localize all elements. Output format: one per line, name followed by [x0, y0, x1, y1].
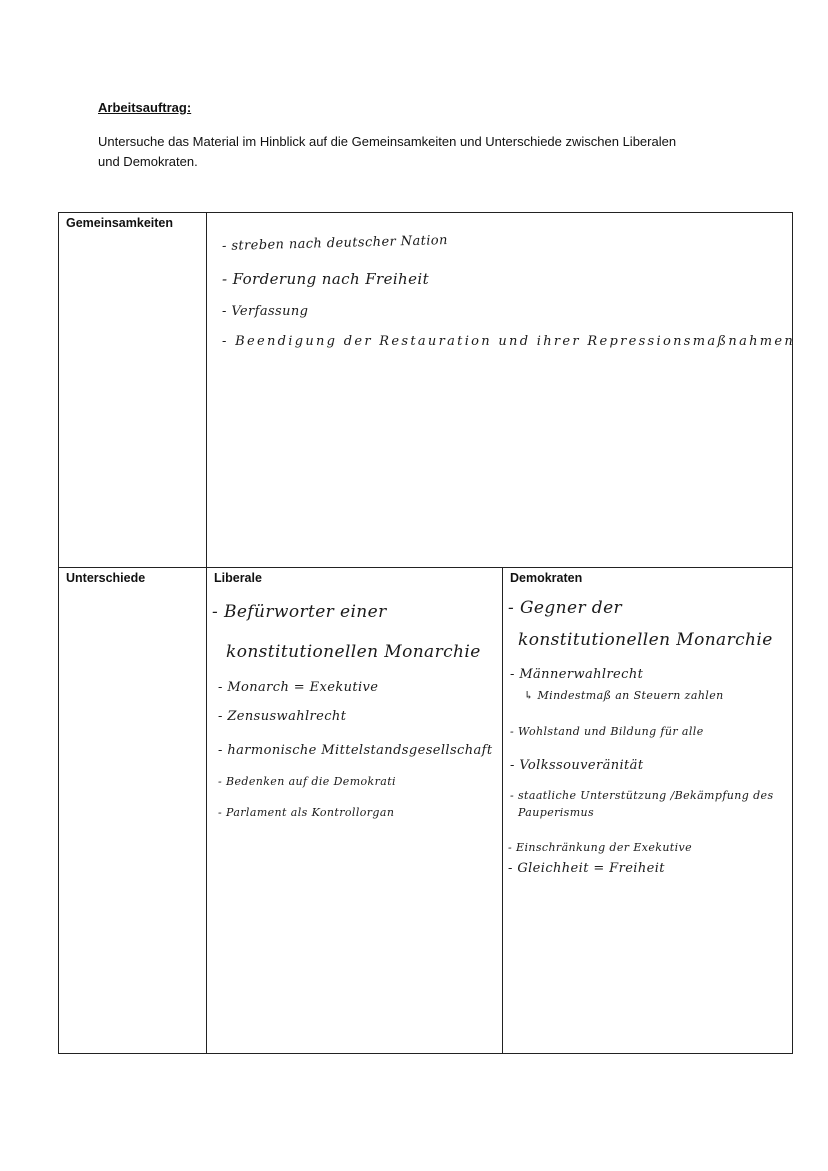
handwritten-note: - Bedenken auf die Demokrati: [218, 775, 396, 788]
column-header-liberale: Liberale: [214, 571, 262, 585]
handwritten-note: Pauperismus: [518, 806, 595, 819]
handwritten-note: - Verfassung: [222, 304, 309, 319]
handwritten-note: - Parlament als Kontrollorgan: [218, 806, 395, 819]
handwritten-note: - staatliche Unterstützung /Bekämpfung des: [510, 789, 774, 802]
table-divider-col2: [502, 567, 503, 1054]
handwritten-note: ↳ Mindestmaß an Steuern zahlen: [524, 689, 724, 702]
task-text-line: Untersuche das Material im Hinblick auf die Gemeinsamkeiten und Unterschiede zwischen Liberalen: [98, 134, 677, 149]
handwritten-note: - Befürworter einer: [212, 602, 387, 622]
handwritten-note: - harmonische Mittelstandsgesellschaft: [218, 743, 493, 758]
handwritten-note: - Männerwahlrecht: [510, 667, 644, 682]
table-divider-col1: [206, 212, 207, 1054]
row-label-gemeinsamkeiten: Gemeinsamkeiten: [66, 216, 173, 230]
table-border-top: [58, 212, 793, 213]
table-divider-row: [58, 567, 793, 568]
table-border-bottom: [58, 1053, 793, 1054]
handwritten-note: - Wohlstand und Bildung für alle: [510, 725, 704, 738]
handwritten-note: - Volkssouveränität: [510, 758, 644, 773]
task-heading: Arbeitsauftrag:: [98, 100, 192, 115]
handwritten-note: - streben nach deutscher Nation: [221, 233, 449, 254]
handwritten-note: - Gleichheit = Freiheit: [508, 861, 665, 876]
handwritten-note: - Einschränkung der Exekutive: [508, 841, 693, 854]
handwritten-note: - Beendigung der Restauration und ihrer Repressionsmaßnahmen: [222, 334, 796, 349]
table-border-left: [58, 212, 59, 1054]
task-text-line: und Demokraten.: [98, 154, 198, 169]
row-label-unterschiede: Unterschiede: [66, 571, 146, 585]
handwritten-note: konstitutionellen Monarchie: [518, 630, 773, 650]
handwritten-note: - Monarch = Exekutive: [218, 680, 379, 695]
task-text: [98, 132, 758, 172]
column-header-demokraten: Demokraten: [510, 571, 583, 585]
handwritten-note: konstitutionellen Monarchie: [226, 642, 481, 662]
handwritten-note: - Zensuswahlrecht: [218, 709, 347, 724]
handwritten-note: - Gegner der: [508, 598, 623, 618]
handwritten-note: - Forderung nach Freiheit: [222, 270, 430, 288]
